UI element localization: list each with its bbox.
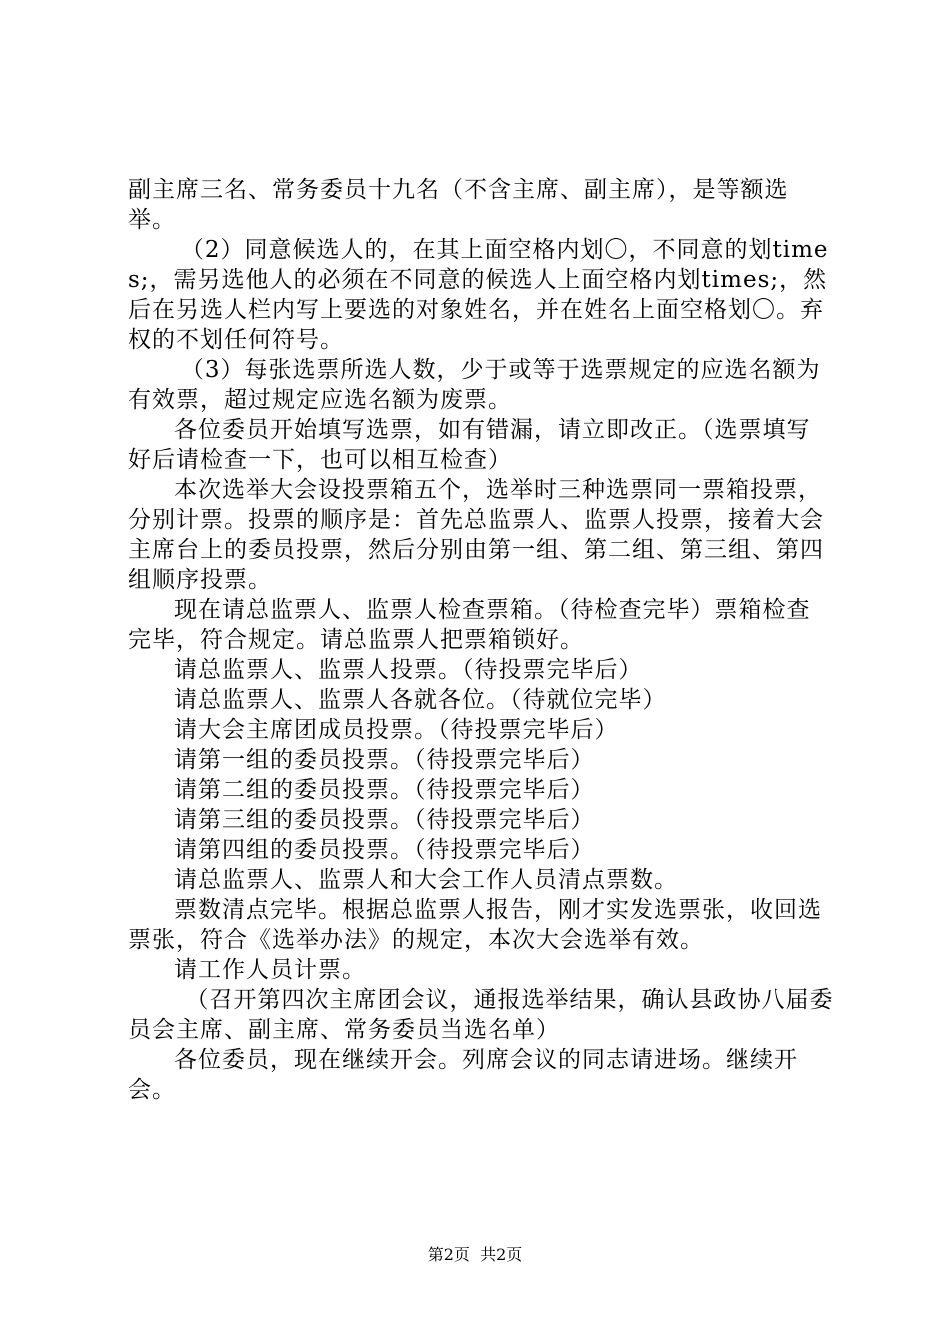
paragraph-vote-group-3: 请第三组的委员投票。（待投票完毕后） (174, 807, 595, 833)
paragraph-presidium-meeting: （召开第四次主席团会议，通报选举结果，确认县政协八届委员会主席、副主席、常务委员当选名单） (128, 987, 834, 1043)
paragraph-scrutineers-positions: 请总监票人、监票人各就各位。（待就位完毕） (174, 687, 667, 713)
paragraph-vote-scrutineers: 请总监票人、监票人投票。（待投票完毕后） (174, 657, 643, 683)
paragraph-validity-rules: （3）每张选票所选人数，少于或等于选票规定的应选名额为有效票，超过规定应选名额为废票。 (128, 357, 821, 413)
paragraph-resume-meeting: 各位委员，现在继续开会。列席会议的同志请进场。继续开会。 (128, 1047, 798, 1103)
paragraph-count-result: 票数清点完毕。根据总监票人报告，刚才实发选票张，收回选票张，符合《选举办法》的规定，本次大会选举有效。 (128, 897, 822, 953)
paragraph-vote-group-2: 请第二组的委员投票。（待投票完毕后） (174, 777, 595, 803)
paragraph-fill-ballots: 各位委员开始填写选票，如有错漏，请立即改正。（选票填写好后请检查一下，也可以相互检查） (128, 417, 811, 473)
page-number-footer: 第2页 共2页 (427, 1245, 523, 1264)
paragraph-count-ballots: 请总监票人、监票人和大会工作人员清点票数。 (174, 867, 678, 893)
paragraph-vote-group-4: 请第四组的委员投票。（待投票完毕后） (174, 837, 595, 863)
paragraph-vote-group-1: 请第一组的委员投票。（待投票完毕后） (174, 747, 595, 773)
paragraph-marking-rules: （2）同意候选人的，在其上面空格内划〇，不同意的划times;，需另选他人的必须在不同意的候选人上面空格内划times;，然后在另选人栏内写上要选的对象姓名，并在姓名上面空格划〇。弃权的不划任何符号。 (128, 237, 829, 353)
document-body (128, 175, 834, 1105)
paragraph-election-scope: 副主席三名、常务委员十九名（不含主席、副主席），是等额选举。 (128, 177, 789, 233)
paragraph-check-boxes: 现在请总监票人、监票人检查票箱。（待检查完毕）票箱检查完毕，符合规定。请总监票人把票箱锁好。 (128, 597, 811, 653)
paragraph-tally: 请工作人员计票。 (174, 957, 366, 983)
paragraph-ballot-boxes: 本次选举大会设投票箱五个，选举时三种选票同一票箱投票，分别计票。投票的顺序是：首先总监票人、监票人投票，接着大会主席台上的委员投票，然后分别由第一组、第二组、第三组、第四组顺序投票。 (128, 477, 824, 593)
paragraph-vote-presidium: 请大会主席团成员投票。（待投票完毕后） (174, 717, 619, 743)
